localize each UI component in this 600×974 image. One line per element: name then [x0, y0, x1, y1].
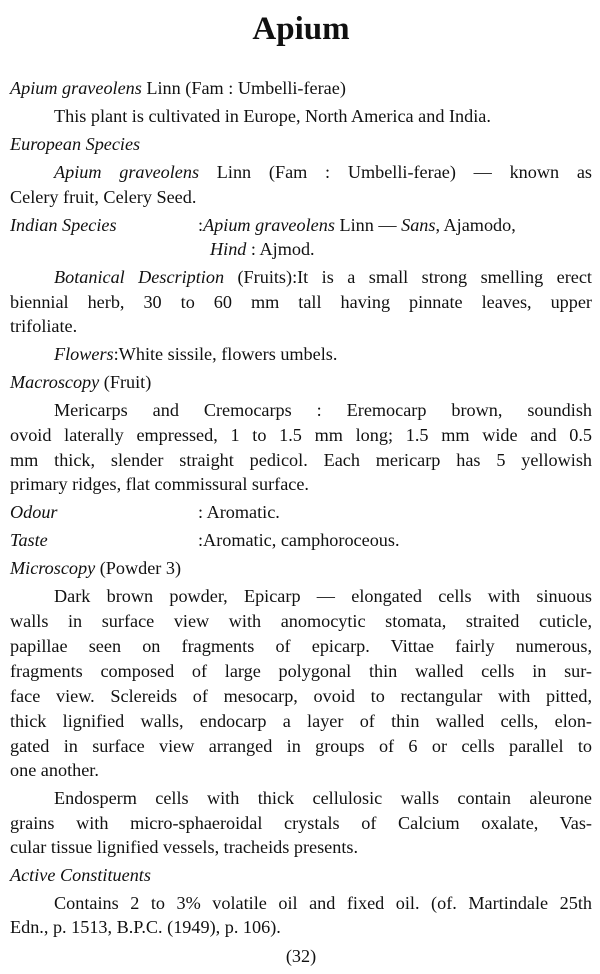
microscopy-para1-line-2: walls in surface view with anomocytic stomata, straited cuticle,: [10, 611, 592, 631]
european-species-heading: European Species: [10, 134, 141, 154]
document-page: [10, 0, 592, 966]
species-family: Linn (Fam : Umbelli-ferae): [141, 78, 346, 98]
macroscopy-heading: [10, 370, 151, 394]
macroscopy-line-2: ovoid laterally empressed, 1 to 1.5 mm long; 1.5 mm wide and 0.5: [10, 425, 592, 445]
flowers-text: :White sissile, flowers umbels.: [113, 344, 338, 364]
indian-sans-label: Sans: [401, 215, 436, 235]
species-heading: [10, 76, 346, 100]
indian-linn: Linn —: [334, 215, 402, 235]
indian-latin-name: Apium graveolens: [203, 215, 335, 235]
indian-hind-label: Hind: [210, 239, 247, 259]
flowers-line: [54, 342, 337, 366]
page-title: Apium: [252, 11, 350, 47]
flowers-heading: Flowers: [54, 344, 114, 364]
microscopy-para1-line-8: one another.: [10, 760, 99, 780]
odour-label: Odour: [10, 502, 58, 522]
microscopy-para1-line-4: fragments composed of large polygonal thin walled cells in sur-: [10, 661, 592, 681]
indian-species-names-line-1: [198, 213, 516, 237]
macroscopy-line-1: Mericarps and Cremocarps : Eremocarp brown, soundish: [54, 400, 592, 420]
macroscopy-line-4: primary ridges, flat commissural surface.: [10, 474, 309, 494]
page-number: (32): [285, 946, 317, 966]
taste-value: :Aromatic, camphoroceous.: [198, 530, 400, 550]
macroscopy-heading-italic: Macroscopy: [10, 372, 100, 392]
microscopy-para2-line-1: Endosperm cells with thick cellulosic walls contain aleurone: [54, 788, 592, 808]
european-species-rest: Linn (Fam : Umbelli-ferae) — known as: [199, 162, 592, 182]
microscopy-para1-line-5: face view. Sclereids of mesocarp, ovoid to rectangular with pitted,: [10, 686, 592, 706]
indian-species-block: [10, 213, 117, 237]
microscopy-para1-line-3: papillae seen on fragments of epicarp. Vittae fairly numerous,: [10, 636, 592, 656]
european-species-line-1: [54, 160, 592, 184]
microscopy-heading-rest: (Powder 3): [95, 558, 182, 578]
active-constituents-line-1: Contains 2 to 3% volatile oil and fixed oil. (of. Martindale 25th: [54, 893, 592, 913]
botanical-text: (Fruits):It is a small strong smelling erect: [224, 267, 592, 287]
active-constituents-heading: Active Constituents: [10, 865, 151, 885]
indian-hind-name: : Ajmod.: [246, 239, 315, 259]
microscopy-heading-italic: Microscopy: [10, 558, 96, 578]
botanical-line-1: [54, 265, 592, 289]
botanical-heading: Botanical Description: [54, 267, 225, 287]
active-constituents-line-2: Edn., p. 1513, B.P.C. (1949), p. 106).: [10, 917, 281, 937]
macroscopy-heading-rest: (Fruit): [99, 372, 152, 392]
species-name: Apium graveolens: [10, 78, 142, 98]
botanical-line-3: trifoliate.: [10, 316, 78, 336]
european-species-line-2: Celery fruit, Celery Seed.: [10, 187, 197, 207]
microscopy-heading: [10, 556, 181, 580]
taste-label: Taste: [10, 530, 48, 550]
botanical-line-2: biennial herb, 30 to 60 mm tall having pinnate leaves, upper: [10, 292, 592, 312]
microscopy-para1-line-7: gated in surface view arranged in groups of 6 or cells parallel to: [10, 736, 592, 756]
indian-species-names-line-2: [210, 237, 315, 261]
microscopy-para1-line-6: thick lignified walls, endocarp a layer of thin walled cells, elon-: [10, 711, 592, 731]
indian-colon: :: [198, 215, 204, 235]
microscopy-para1-line-1: Dark brown powder, Epicarp — elongated cells with sinuous: [54, 586, 592, 606]
european-species-name: Apium graveolens: [54, 162, 200, 182]
microscopy-para2-line-3: cular tissue lignified vessels, tracheids presents.: [10, 837, 358, 857]
macroscopy-line-3: mm thick, slender straight pedicol. Each mericarp has 5 yellowish: [10, 450, 592, 470]
microscopy-para2-line-2: grains with micro-sphaeroidal crystals of Calcium oxalate, Vas-: [10, 813, 592, 833]
indian-sans-name: , Ajamodo,: [435, 215, 516, 235]
intro-text: This plant is cultivated in Europe, North America and India.: [54, 106, 491, 126]
indian-species-heading: Indian Species: [10, 215, 117, 235]
odour-value: : Aromatic.: [198, 502, 280, 522]
